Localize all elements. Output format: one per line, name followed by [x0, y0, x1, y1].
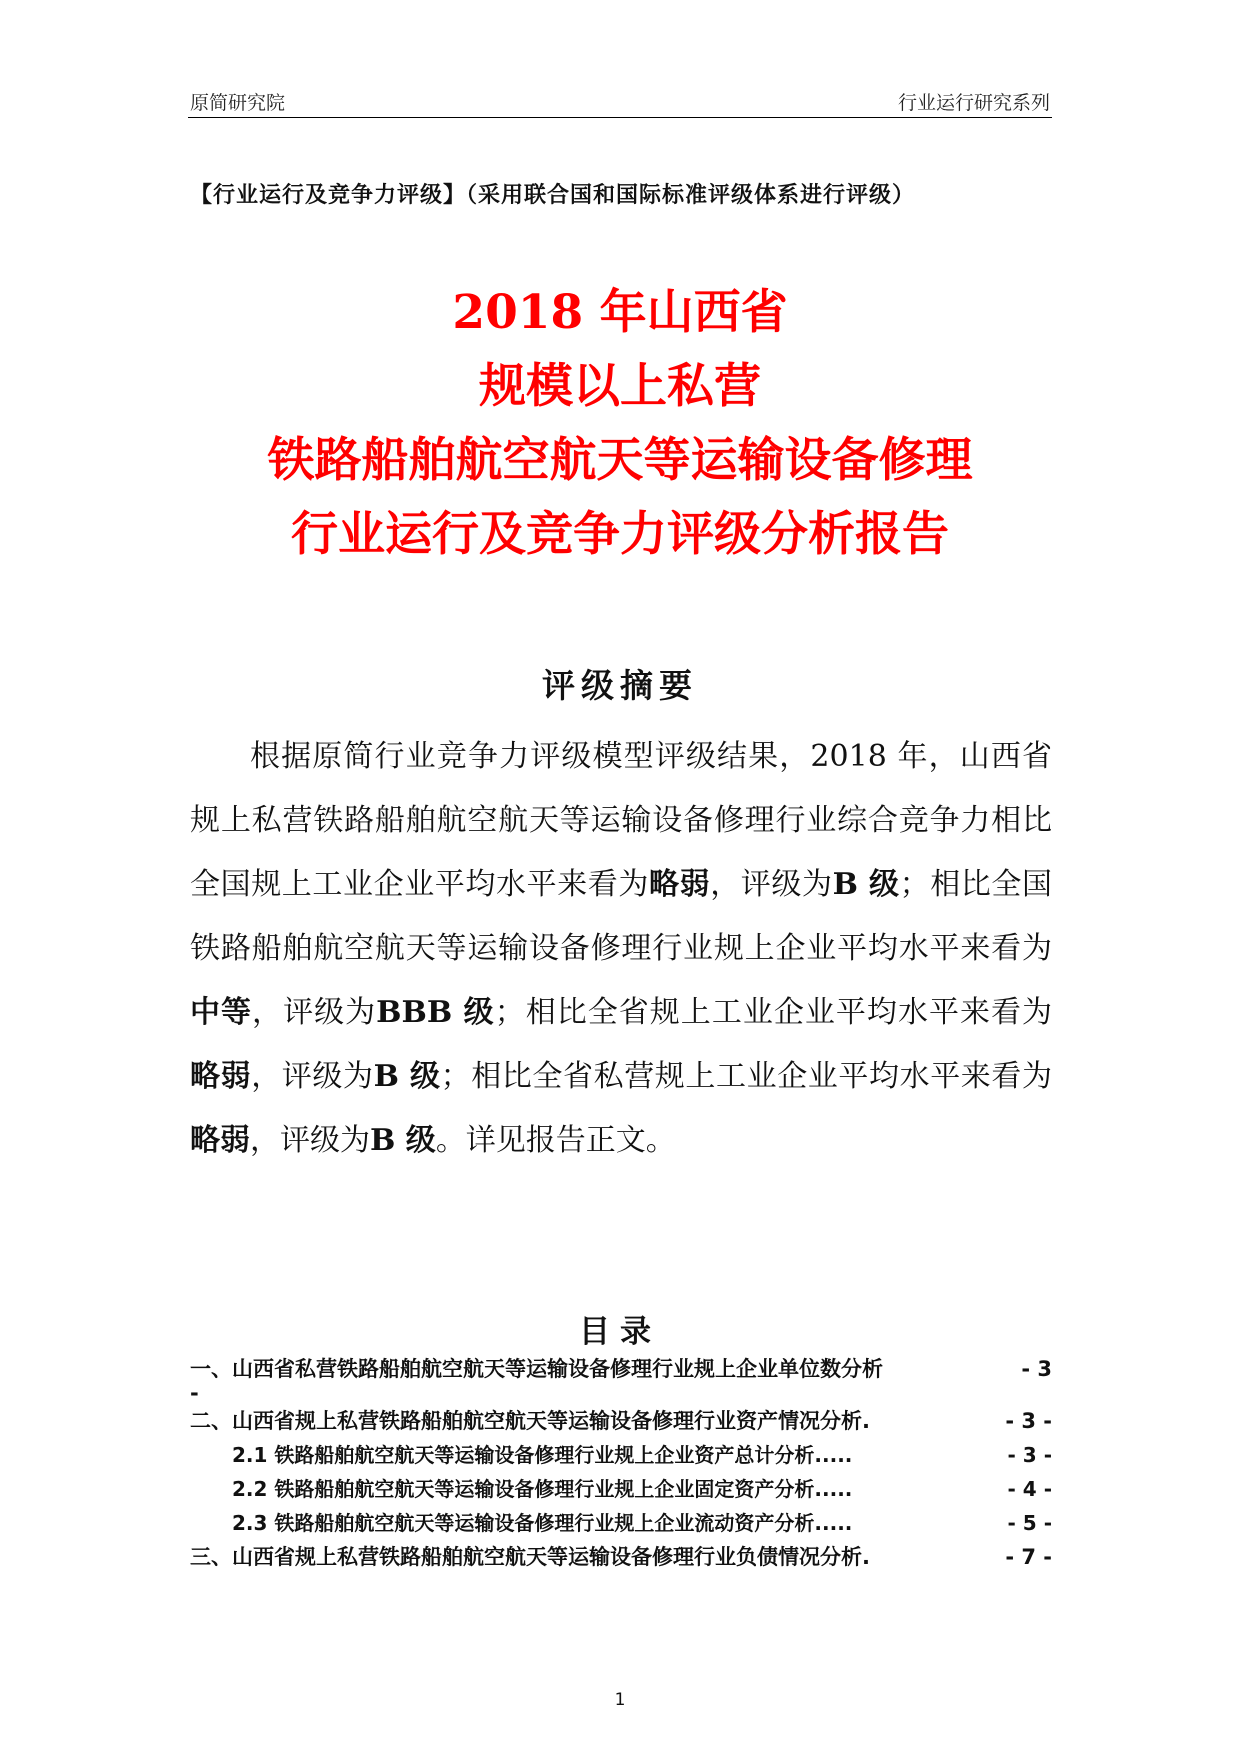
toc-entry-2-1[interactable] [190, 1438, 1052, 1472]
toc-entry-text: 2.3 铁路船舶航空航天等运输设备修理行业规上企业流动资产分析 [232, 1511, 815, 1535]
toc-entry-page: - 4 - [1007, 1477, 1052, 1501]
summary-text: ，评级为 [251, 1059, 374, 1094]
toc-entry-1[interactable] [190, 1352, 1052, 1386]
grade-national-industry: B 级 [832, 867, 900, 902]
toc-entry-2-3[interactable] [190, 1506, 1052, 1540]
toc-entry-page: - 3 [1021, 1357, 1052, 1381]
summary-text: 根据原简行业竞争力评级模型评级结果，2018 年，山西省规上私营铁路船舶航空航天等运输设备修理行业综合竞争力相比全国规上工业企业平均水平来看为 [190, 739, 1052, 902]
toc-leader: ..... [814, 1477, 853, 1501]
toc-entry-text: 一、山西省私营铁路船舶航空航天等运输设备修理行业规上企业单位数分析 [190, 1357, 883, 1381]
rating-province-industry: 略弱 [190, 1059, 252, 1094]
title-line-4: 行业运行及竞争力评级分析报告 [291, 507, 949, 562]
summary-text: ，评级为 [252, 995, 377, 1030]
summary-text: ，评级为 [250, 1123, 370, 1158]
toc-entry-2[interactable] [190, 1404, 1052, 1438]
header-org: 原简研究院 [190, 92, 286, 114]
toc-entry-text: 2.1 铁路船舶航空航天等运输设备修理行业规上企业资产总计分析 [232, 1443, 815, 1467]
header-series: 行业运行研究系列 [897, 92, 1050, 114]
summary-paragraph [190, 725, 1052, 1173]
rating-province-private: 略弱 [190, 1123, 250, 1158]
summary-text: ；相比全省规上工业企业平均水平来看为 [494, 995, 1053, 1030]
grade-province-industry: B 级 [373, 1059, 441, 1094]
toc-entry-text: 二、山西省规上私营铁路船舶航空航天等运输设备修理行业资产情况分析 [190, 1409, 862, 1433]
page-number: 1 [614, 1690, 626, 1710]
title-line-2: 规模以上私营 [479, 359, 761, 414]
report-category: 【行业运行及竞争力评级】（采用联合国和国际标准评级体系进行评级） [190, 183, 916, 208]
summary-text: ；相比全国铁路船舶航空航天等运输设备修理行业规上企业平均水平来看为 [190, 867, 1053, 966]
toc-leader: ..... [814, 1443, 853, 1467]
toc-heading: 目录 [579, 1314, 661, 1350]
toc-entry-2-2[interactable] [190, 1472, 1052, 1506]
report-title [150, 276, 1090, 572]
toc-entry-wrap: - [190, 1381, 199, 1405]
summary-text: ，评级为 [710, 867, 833, 902]
grade-province-private: B 级 [370, 1123, 436, 1158]
summary-heading: 评级摘要 [542, 666, 698, 705]
title-line-1: 2018 年山西省 [452, 285, 788, 340]
toc-leader: . [862, 1545, 870, 1569]
toc-entry-page: - 7 - [1005, 1545, 1052, 1569]
toc-entry-3[interactable] [190, 1540, 1052, 1574]
summary-text: ；相比全省私营规上工业企业平均水平来看为 [440, 1059, 1052, 1094]
toc-entry-page: - 5 - [1007, 1511, 1052, 1535]
title-line-3: 铁路船舶航空航天等运输设备修理 [267, 433, 973, 488]
rating-national-industry: 略弱 [649, 867, 711, 902]
rating-national-sector: 中等 [190, 995, 253, 1030]
table-of-contents [190, 1352, 1052, 1574]
toc-entry-page: - 3 - [1005, 1409, 1052, 1433]
summary-text: 。详见报告正文。 [435, 1123, 676, 1158]
toc-leader: . [862, 1409, 870, 1433]
header-divider [188, 117, 1052, 118]
toc-entry-page: - 3 - [1007, 1443, 1052, 1467]
toc-entry-text: 三、山西省规上私营铁路船舶航空航天等运输设备修理行业负债情况分析 [190, 1545, 862, 1569]
grade-national-sector: BBB 级 [376, 995, 495, 1030]
toc-entry-text: 2.2 铁路船舶航空航天等运输设备修理行业规上企业固定资产分析 [232, 1477, 815, 1501]
toc-leader: ..... [814, 1511, 853, 1535]
